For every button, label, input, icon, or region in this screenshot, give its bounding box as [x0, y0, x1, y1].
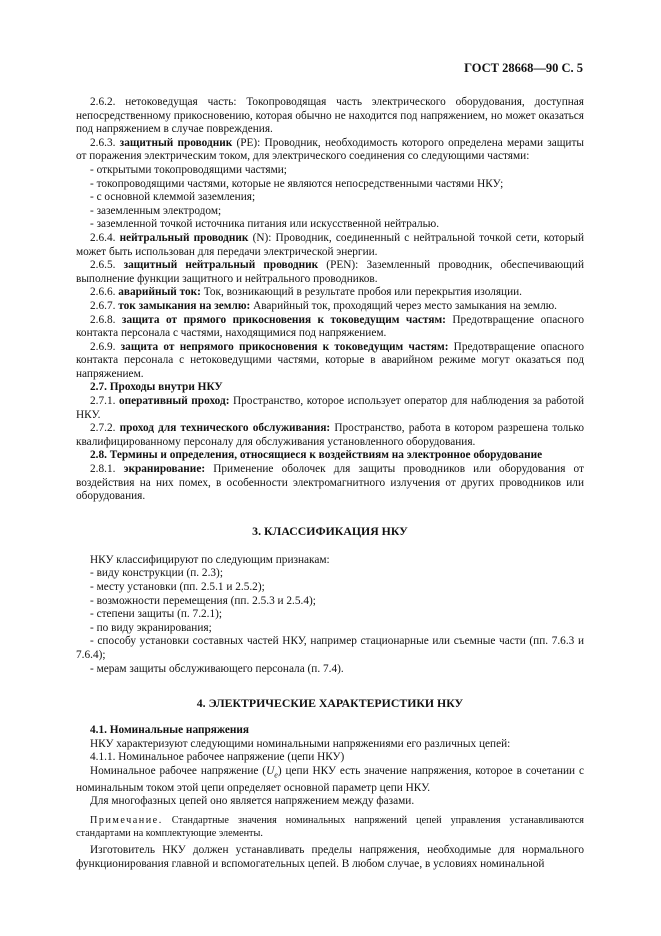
- note-text: Стандартные значения номинальных напряжений цепей управления устанавливаются стандартами на комплектующие элементы.: [76, 814, 584, 839]
- clause-number: 2.6.8.: [90, 313, 116, 326]
- clause-text: Предотвращение опасного контакта персонала с нетоковедущими частями, которые в аварийном режиме могут оказаться под напряжением.: [76, 340, 584, 380]
- clause-number: 2.6.9.: [90, 340, 116, 353]
- clause-text: Предотвращение опасного контакта персонала с частями, находящимися под напряжением.: [76, 313, 584, 340]
- list-item: - открытыми токопроводящими частями;: [90, 163, 287, 176]
- clause-2-6-2: [76, 96, 584, 137]
- text-part: Номинальное рабочее напряжение (: [90, 764, 267, 777]
- clause-text: Пространство, которое использует оператор для наблюдения за работой НКУ.: [76, 395, 584, 421]
- heading-text: 2.7. Проходы внутри НКУ: [90, 381, 223, 394]
- list-item: - заземленным электродом;: [90, 204, 222, 217]
- voltage-symbol: [266, 764, 278, 780]
- clause-text: (PE): Проводник, необходимость которого определена мерами защиты от поражения электрическим током, для электрического соединения со следующими частями:: [76, 136, 584, 163]
- list-item: - степени защиты (п. 7.2.1);: [90, 608, 223, 621]
- clause-term: аварийный ток:: [118, 286, 201, 299]
- clause-2-6-5: [76, 259, 584, 286]
- clause-number: 2.6.6.: [90, 286, 116, 299]
- heading-text: 2.8. Термины и определения, относящиеся к воздействиям на электронное оборудование: [90, 449, 543, 462]
- clause-number: 2.6.3.: [90, 136, 116, 149]
- list-item: - с основной клеммой заземления;: [90, 191, 256, 204]
- note: [76, 815, 584, 840]
- heading-text: 4.1. Номинальные напряжения: [90, 724, 250, 737]
- subsection-2-8-heading: [76, 449, 584, 463]
- list-item: - возможности перемещения (пп. 2.5.3 и 2.5.4);: [90, 594, 316, 607]
- list-item: - способу установки составных частей НКУ, например стационарные или съемные части (пп. 7.6.3 и 7.6.4);: [76, 635, 584, 661]
- clause-number: 2.8.1.: [90, 463, 116, 476]
- clause-term: защита от прямого прикосновения к токоведущим частям:: [121, 313, 446, 326]
- clause-2-6-9: [76, 341, 584, 382]
- clause-number: 2.6.7.: [90, 299, 116, 312]
- clause-4-1-1-text: [76, 765, 584, 795]
- clause-4-1-1: 4.1.1. Номинальное рабочее напряжение (цепи НКУ): [90, 751, 345, 764]
- clause-2-6-4: [76, 232, 584, 259]
- clause-4-1-1-multiphase: Для многофазных цепей оно является напряжением между фазами.: [90, 795, 415, 808]
- clause-number: 2.6.4.: [90, 231, 116, 244]
- subsection-4-1-intro: НКУ характеризуют следующими номинальными напряжениями его различных цепей:: [90, 737, 511, 750]
- list-item: - заземленной точкой источника питания или искусственной нейтралью.: [90, 218, 440, 231]
- clause-text: (N): Проводник, соединенный с нейтральной точкой сети, который может быть использован для передачи электрической энергии.: [76, 231, 584, 258]
- clause-text: Ток, возникающий в результате пробоя или перекрытия изоляции.: [200, 286, 522, 299]
- list-item: - мерам защиты обслуживающего персонала (п. 7.4).: [90, 662, 344, 675]
- clause-text: Аварийный ток, проходящий через место замыкания на землю.: [250, 299, 557, 312]
- clause-2-8-1: [76, 463, 584, 504]
- clause-text: (PEN): Заземленный проводник, обеспечивающий выполнение функции защитного и нейтрального проводников.: [76, 259, 585, 285]
- document-body: [76, 96, 584, 871]
- clause-term: нейтральный проводник: [119, 231, 249, 244]
- closing-paragraph: Изготовитель НКУ должен устанавливать пределы напряжения, необходимые для нормального функционирования главной и вспомогательных цепей. В любом случае, в условиях номинальной: [76, 844, 584, 870]
- clause-text: Применение оболочек для защиты проводников или оборудования от воздействия на них помех, в особенности электромагнитного излучения от других проводников или оборудования.: [76, 463, 584, 503]
- subsection-2-7-heading: [76, 381, 584, 395]
- clause-term: защитный проводник: [119, 136, 233, 149]
- clause-text: нетоковедущая часть: Токопроводящая часть электрического оборудования, доступная непосредственному прикосновению, которая обычно не находится под напряжением, но может оказаться под напряжением в случае повреждения.: [76, 96, 585, 136]
- clause-2-6-6: [76, 286, 584, 300]
- section-3-intro: НКУ классифицируют по следующим признакам:: [90, 553, 330, 566]
- symbol-subscript: e: [274, 770, 278, 780]
- clause-text: Пространство, работа в котором разрешена только квалифицированному персоналу для обслуживания установленного оборудования.: [76, 422, 585, 448]
- clause-number: 2.7.2.: [90, 422, 116, 435]
- list-item: - по виду экранирования;: [90, 621, 212, 634]
- clause-number: 2.6.5.: [90, 259, 116, 272]
- list-item: - виду конструкции (п. 2.3);: [90, 567, 223, 580]
- clause-number: 2.7.1.: [90, 395, 116, 408]
- text-part: ) цепи НКУ есть значение напряжения, которое в сочетании с номинальным током этой цепи определяет основной параметр цепи НКУ.: [76, 764, 584, 794]
- clause-term: оперативный проход:: [118, 395, 230, 408]
- clause-term: защитный нейтральный проводник: [123, 259, 319, 272]
- clause-2-7-1: [76, 395, 584, 422]
- note-label: Примечание.: [90, 814, 163, 826]
- list-item: - месту установки (пп. 2.5.1 и 2.5.2);: [90, 581, 265, 593]
- clause-term: ток замыкания на землю:: [118, 299, 251, 312]
- symbol: U: [266, 764, 275, 777]
- subsection-4-1-heading: [76, 724, 584, 738]
- clause-2-6-7: [76, 300, 584, 314]
- list-item: - токопроводящими частями, которые не являются непосредственными частями НКУ;: [90, 177, 504, 190]
- page-header: ГОСТ 28668—90 С. 5: [464, 61, 583, 75]
- clause-2-6-8: [76, 314, 584, 341]
- clause-2-7-2: [76, 422, 584, 449]
- clause-2-6-3: [76, 137, 584, 164]
- section-3-heading: 3. КЛАССИФИКАЦИЯ НКУ: [252, 523, 408, 538]
- clause-term: защита от непрямого прикосновения к токоведущим частям:: [120, 340, 449, 353]
- section-4-heading: 4. ЭЛЕКТРИЧЕСКИЕ ХАРАКТЕРИСТИКИ НКУ: [196, 696, 464, 711]
- clause-term: экранирование:: [123, 463, 206, 476]
- clause-term: проход для технического обслуживания:: [119, 422, 331, 435]
- clause-number: 2.6.2.: [90, 96, 116, 108]
